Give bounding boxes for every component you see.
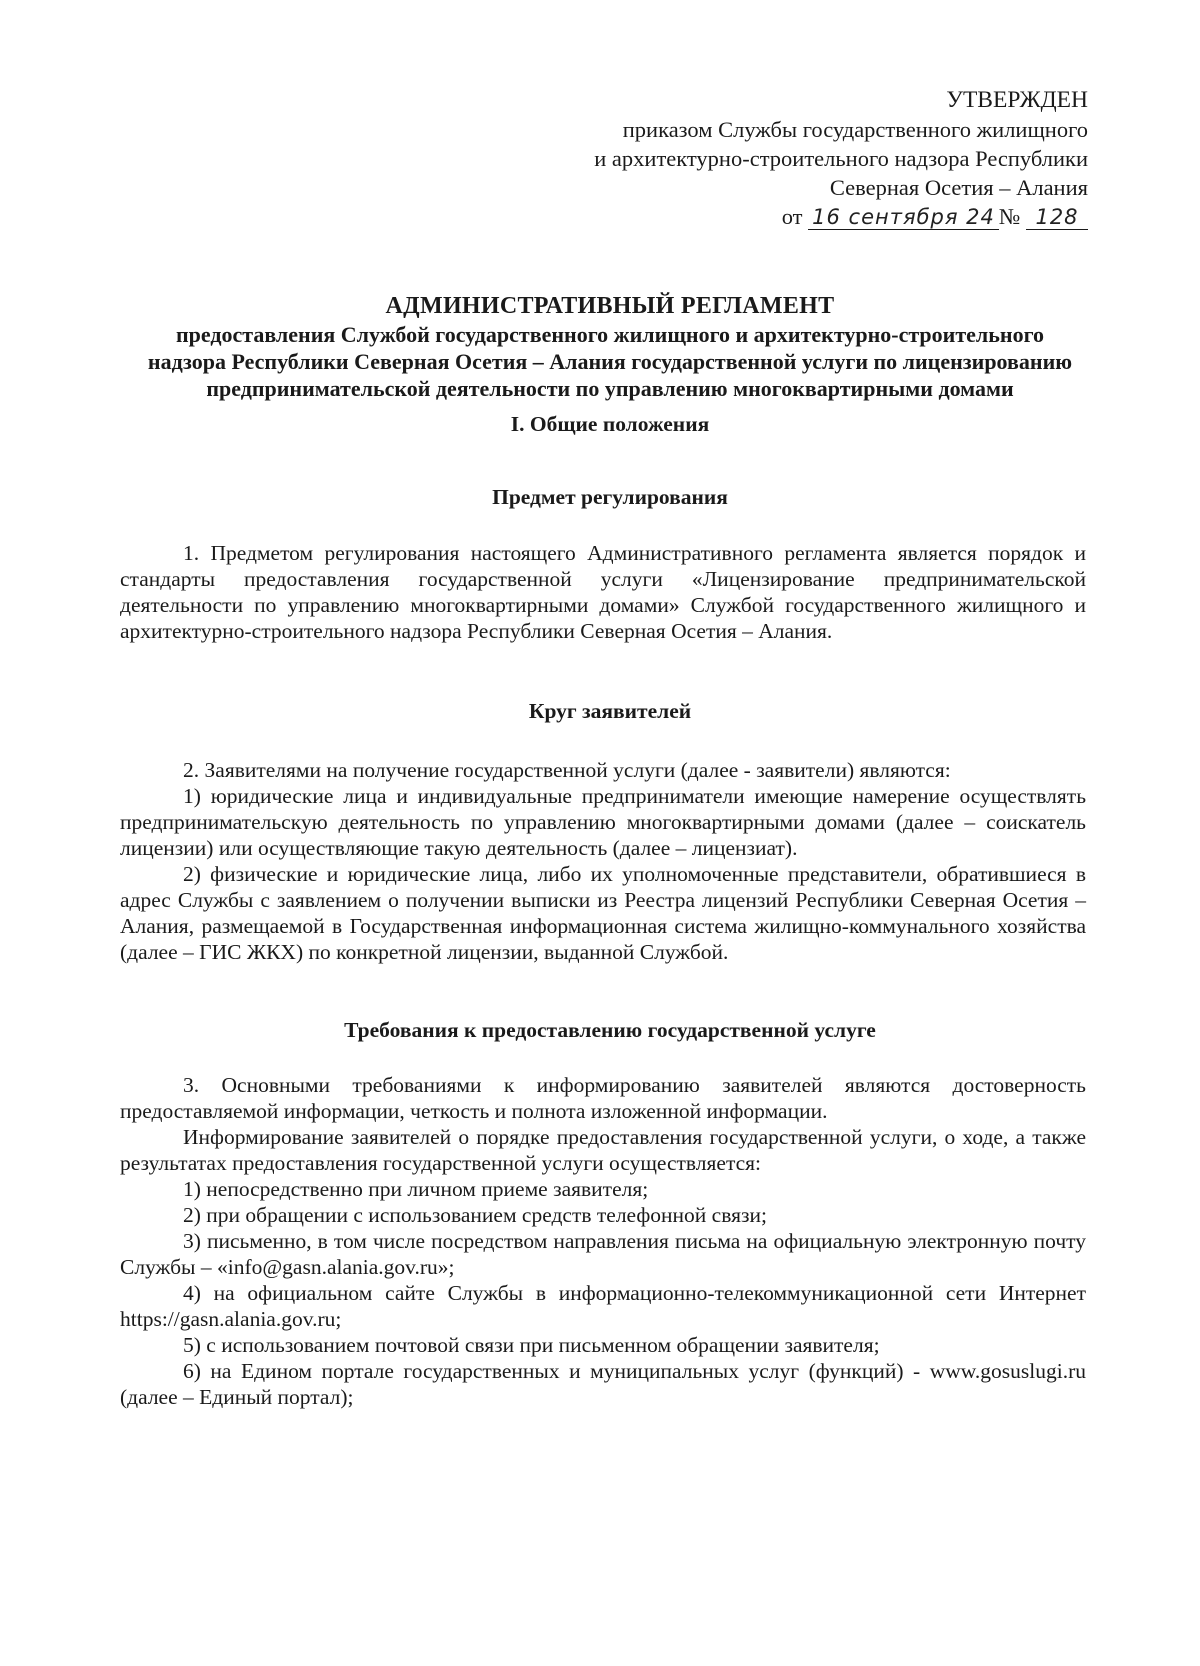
section-heading-general: I. Общие положения [510, 412, 710, 436]
approval-block [528, 86, 1088, 231]
approval-line-1: приказом Службы государственного жилищного [622, 117, 1088, 142]
paragraph-3-item-4: 4) на официальном сайте Службы в информационно-телекоммуникационной сети Интернет https://gasn.alania.gov.ru; [120, 1281, 1086, 1331]
section-heading-applicants: Круг заявителей [528, 699, 692, 723]
paragraph-3-item-6: 6) на Едином портале государственных и муниципальных услуг (функций) - www.gosuslugi.ru (далее – Единый портал); [120, 1359, 1086, 1409]
approval-number-label: № [998, 204, 1021, 229]
paragraph-2-item-1: 1) юридические лица и индивидуальные предприниматели имеющие намерение осуществлять предпринимательскую деятельность по управлению многоквартирными домами (далее – соискатель лицензии) или осуществляющие такую деятельность (далее – лицензиат). [120, 784, 1086, 860]
paragraph-1 [120, 540, 1086, 644]
section-heading-subject: Предмет регулирования [492, 485, 728, 509]
approval-number-handwritten: 128 [1026, 205, 1088, 230]
paragraph-3-item-3: 3) письменно, в том числе посредством направления письма на официальную электронную почту Службы – «info@gasn.alania.gov.ru»; [120, 1229, 1086, 1279]
paragraph-3-text: 3. Основными требованиями к информированию заявителей являются достоверность предоставляемой информации, четкость и полнота изложенной информации. [120, 1073, 1086, 1123]
document-title: АДМИНИСТРАТИВНЫЙ РЕГЛАМЕНТ [385, 293, 835, 319]
paragraph-3-block [120, 1072, 1086, 1410]
document-subtitle-line-3: предпринимательской деятельности по управлению многоквартирными домами [206, 376, 1014, 401]
document-subtitle-line-2: надзора Республики Северная Осетия – Алания государственной услуги по лицензированию [147, 349, 1073, 374]
section-heading-requirements: Требования к предоставлению государственной услуге [344, 1018, 876, 1042]
paragraph-2-block [120, 757, 1086, 965]
approval-heading: УТВЕРЖДЕН [946, 87, 1088, 113]
paragraph-2-text: 2. Заявителями на получение государственной услуги (далее - заявители) являются: [183, 758, 951, 782]
approval-date-line [528, 202, 1088, 231]
paragraph-3-intro: Информирование заявителей о порядке предоставления государственной услуги, о ходе, а также результатах предоставления государственной услуги осуществляется: [120, 1125, 1086, 1175]
paragraph-2-item-2: 2) физические и юридические лица, либо их уполномоченные представители, обратившиеся в адрес Службы с заявлением о получении выписки из Реестра лицензий Республики Северная Осетия – Алания, размещаемой в Государственная информационная система жилищно-коммунального хозяйства (далее – ГИС ЖКХ) по конкретной лицензии, выданной Службой. [120, 862, 1086, 964]
approval-line-3: Северная Осетия – Алания [829, 175, 1088, 200]
paragraph-1-text: 1. Предметом регулирования настоящего Административного регламента является порядок и стандарты предоставления государственной услуги «Лицензирование предпринимательской деятельности по управлению многоквартирными домами» Службой государственного жилищного и архитектурно-строительного надзора Республики Северная Осетия – Алания. [120, 541, 1086, 643]
document-title-block [90, 291, 1130, 402]
paragraph-3-item-5: 5) с использованием почтовой связи при письменном обращении заявителя; [183, 1333, 880, 1357]
approval-from-label: от [781, 204, 803, 229]
paragraph-3-item-2: 2) при обращении с использованием средств телефонной связи; [183, 1203, 767, 1227]
document-subtitle-line-1: предоставления Службой государственного жилищного и архитектурно-строительного [175, 322, 1045, 347]
approval-line-2: и архитектурно-строительного надзора Республики [594, 146, 1088, 171]
paragraph-3-item-1: 1) непосредственно при личном приеме заявителя; [183, 1177, 649, 1201]
approval-date-handwritten: 16 сентября 24 [808, 205, 999, 230]
